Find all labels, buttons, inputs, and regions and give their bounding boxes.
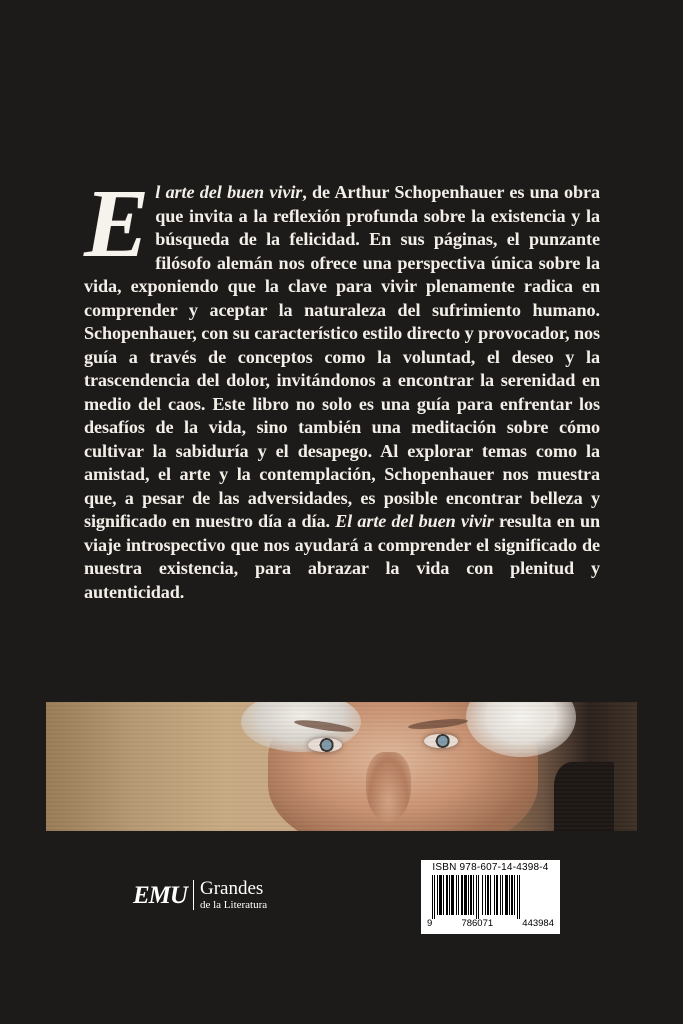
series-main-label: Grandes [199, 878, 264, 899]
barcode-bar [496, 875, 498, 915]
drop-cap: E [84, 170, 150, 278]
barcode-digit-group-1: 786071 [461, 918, 494, 929]
publisher-logo [133, 877, 267, 913]
barcode-bar [485, 875, 486, 915]
barcode-bar [451, 875, 454, 915]
isbn-barcode [421, 860, 560, 934]
blurb-closing: resulta en un viaje introspectivo que nos ayudará a comprender el significado de nuestra existencia, para abrazar la vida con plenitud y autenticidad. [84, 511, 601, 602]
barcode-bar [500, 875, 501, 915]
barcode-bar [432, 875, 433, 919]
barcode-bar [505, 875, 508, 915]
barcode-bar [514, 875, 515, 915]
barcode-bar [502, 875, 503, 915]
barcode-bar [439, 875, 442, 915]
book-title-inline: l arte del buen vivir [155, 182, 303, 202]
barcode-bar [476, 875, 477, 919]
barcode-bar [473, 875, 474, 915]
portrait-image [46, 702, 637, 831]
barcode-bars [428, 875, 554, 919]
barcode-bar [437, 875, 438, 915]
barcode-bar [461, 875, 463, 915]
barcode-bar [468, 875, 469, 915]
barcode-bar [509, 875, 510, 915]
barcode-digit-group-2: 443984 [522, 918, 554, 929]
barcode-bar [482, 875, 483, 915]
barcode-bar [458, 875, 459, 915]
barcode-bar [519, 875, 520, 919]
blurb-body: , de Arthur Schopenhauer es una obra que invita a la reflexión profunda sobre la existencia y la búsqueda de la felicidad. En sus páginas, el punzante filósofo alemán nos ofrece una perspectiva única sobre la vida, exponiendo que la clave para vivir plenamente radica en comprender y aceptar la naturaleza del sufrimiento humano. Schopenhauer, con su característico estilo directo y provocador, nos guía a través de conceptos como la voluntad, el deseo y la trascendencia del dolor, invitándonos a encontrar la serenidad en medio del caos. Este libro no solo es una guía para enfrentar los desafíos de la vida, sino también una meditación sobre cómo cultivar la sabiduría y el desapego. Al explorar temas como la amistad, el arte y la contemplación, Schopenhauer nos muestra que, a pesar de las adversidades, es posible encontrar belleza y significado en nuestro día a día. [84, 182, 600, 531]
barcode-bar [511, 875, 513, 915]
barcode-bar [478, 875, 479, 919]
barcode-bar [464, 875, 467, 915]
isbn-label: ISBN 978-607-14-4398-4 [432, 862, 549, 873]
series-sub-label: de la Literatura [199, 899, 268, 911]
barcode-bar [446, 875, 448, 915]
book-title-repeat: El arte del buen vivir [335, 511, 494, 531]
barcode-bar [470, 875, 472, 915]
barcode-bar [434, 875, 435, 919]
barcode-bar [443, 875, 444, 915]
portrait-texture [46, 702, 637, 831]
barcode-digits [425, 918, 556, 929]
barcode-bar [494, 875, 495, 915]
publisher-mark: EMU [133, 881, 187, 909]
barcode-bar [449, 875, 450, 915]
blurb-text [84, 170, 601, 604]
barcode-bar [456, 875, 457, 915]
logo-divider [193, 880, 194, 910]
barcode-bar [487, 875, 489, 915]
series-name [200, 879, 267, 911]
barcode-digit-lead: 9 [427, 918, 433, 929]
barcode-bar [517, 875, 518, 919]
barcode-bar [490, 875, 491, 915]
